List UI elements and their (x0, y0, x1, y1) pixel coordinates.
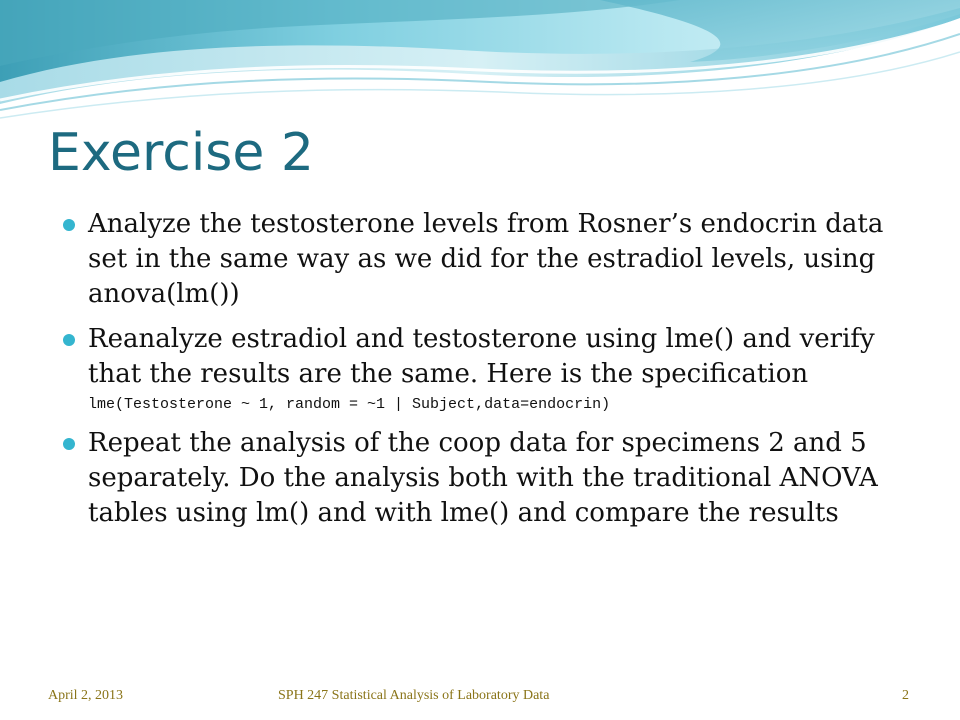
bullet-item-2 (62, 322, 912, 416)
slide-title: Exercise 2 (48, 123, 314, 183)
header-wave-decoration (0, 0, 960, 130)
footer-date: April 2, 2013 (48, 688, 124, 703)
code-snippet: lme(Testosterone ~ 1, random = ~1 | Subject,data=endocrin) (88, 396, 611, 413)
bullet-dot-icon (63, 334, 75, 346)
bullet-list (62, 207, 912, 541)
bullet-text: Repeat the analysis of the coop data for specimens 2 and 5 separately. Do the analysis both with the traditional ANOVA tables using lm() and with lme() and compare the results (88, 428, 878, 528)
bullet-dot-icon (63, 438, 75, 450)
footer-course-title: SPH 247 Statistical Analysis of Laboratory Data (278, 688, 550, 703)
slide-number: 2 (902, 688, 909, 703)
bullet-item-3 (62, 426, 912, 531)
bullet-item-1 (62, 207, 912, 312)
bullet-text: Analyze the testosterone levels from Rosner’s endocrin data set in the same way as we did for the estradiol levels, using anova(lm()) (88, 209, 884, 309)
bullet-dot-icon (63, 219, 75, 231)
bullet-text: Reanalyze estradiol and testosterone using lme() and verify that the results are the same. Here is the specification (88, 324, 875, 389)
